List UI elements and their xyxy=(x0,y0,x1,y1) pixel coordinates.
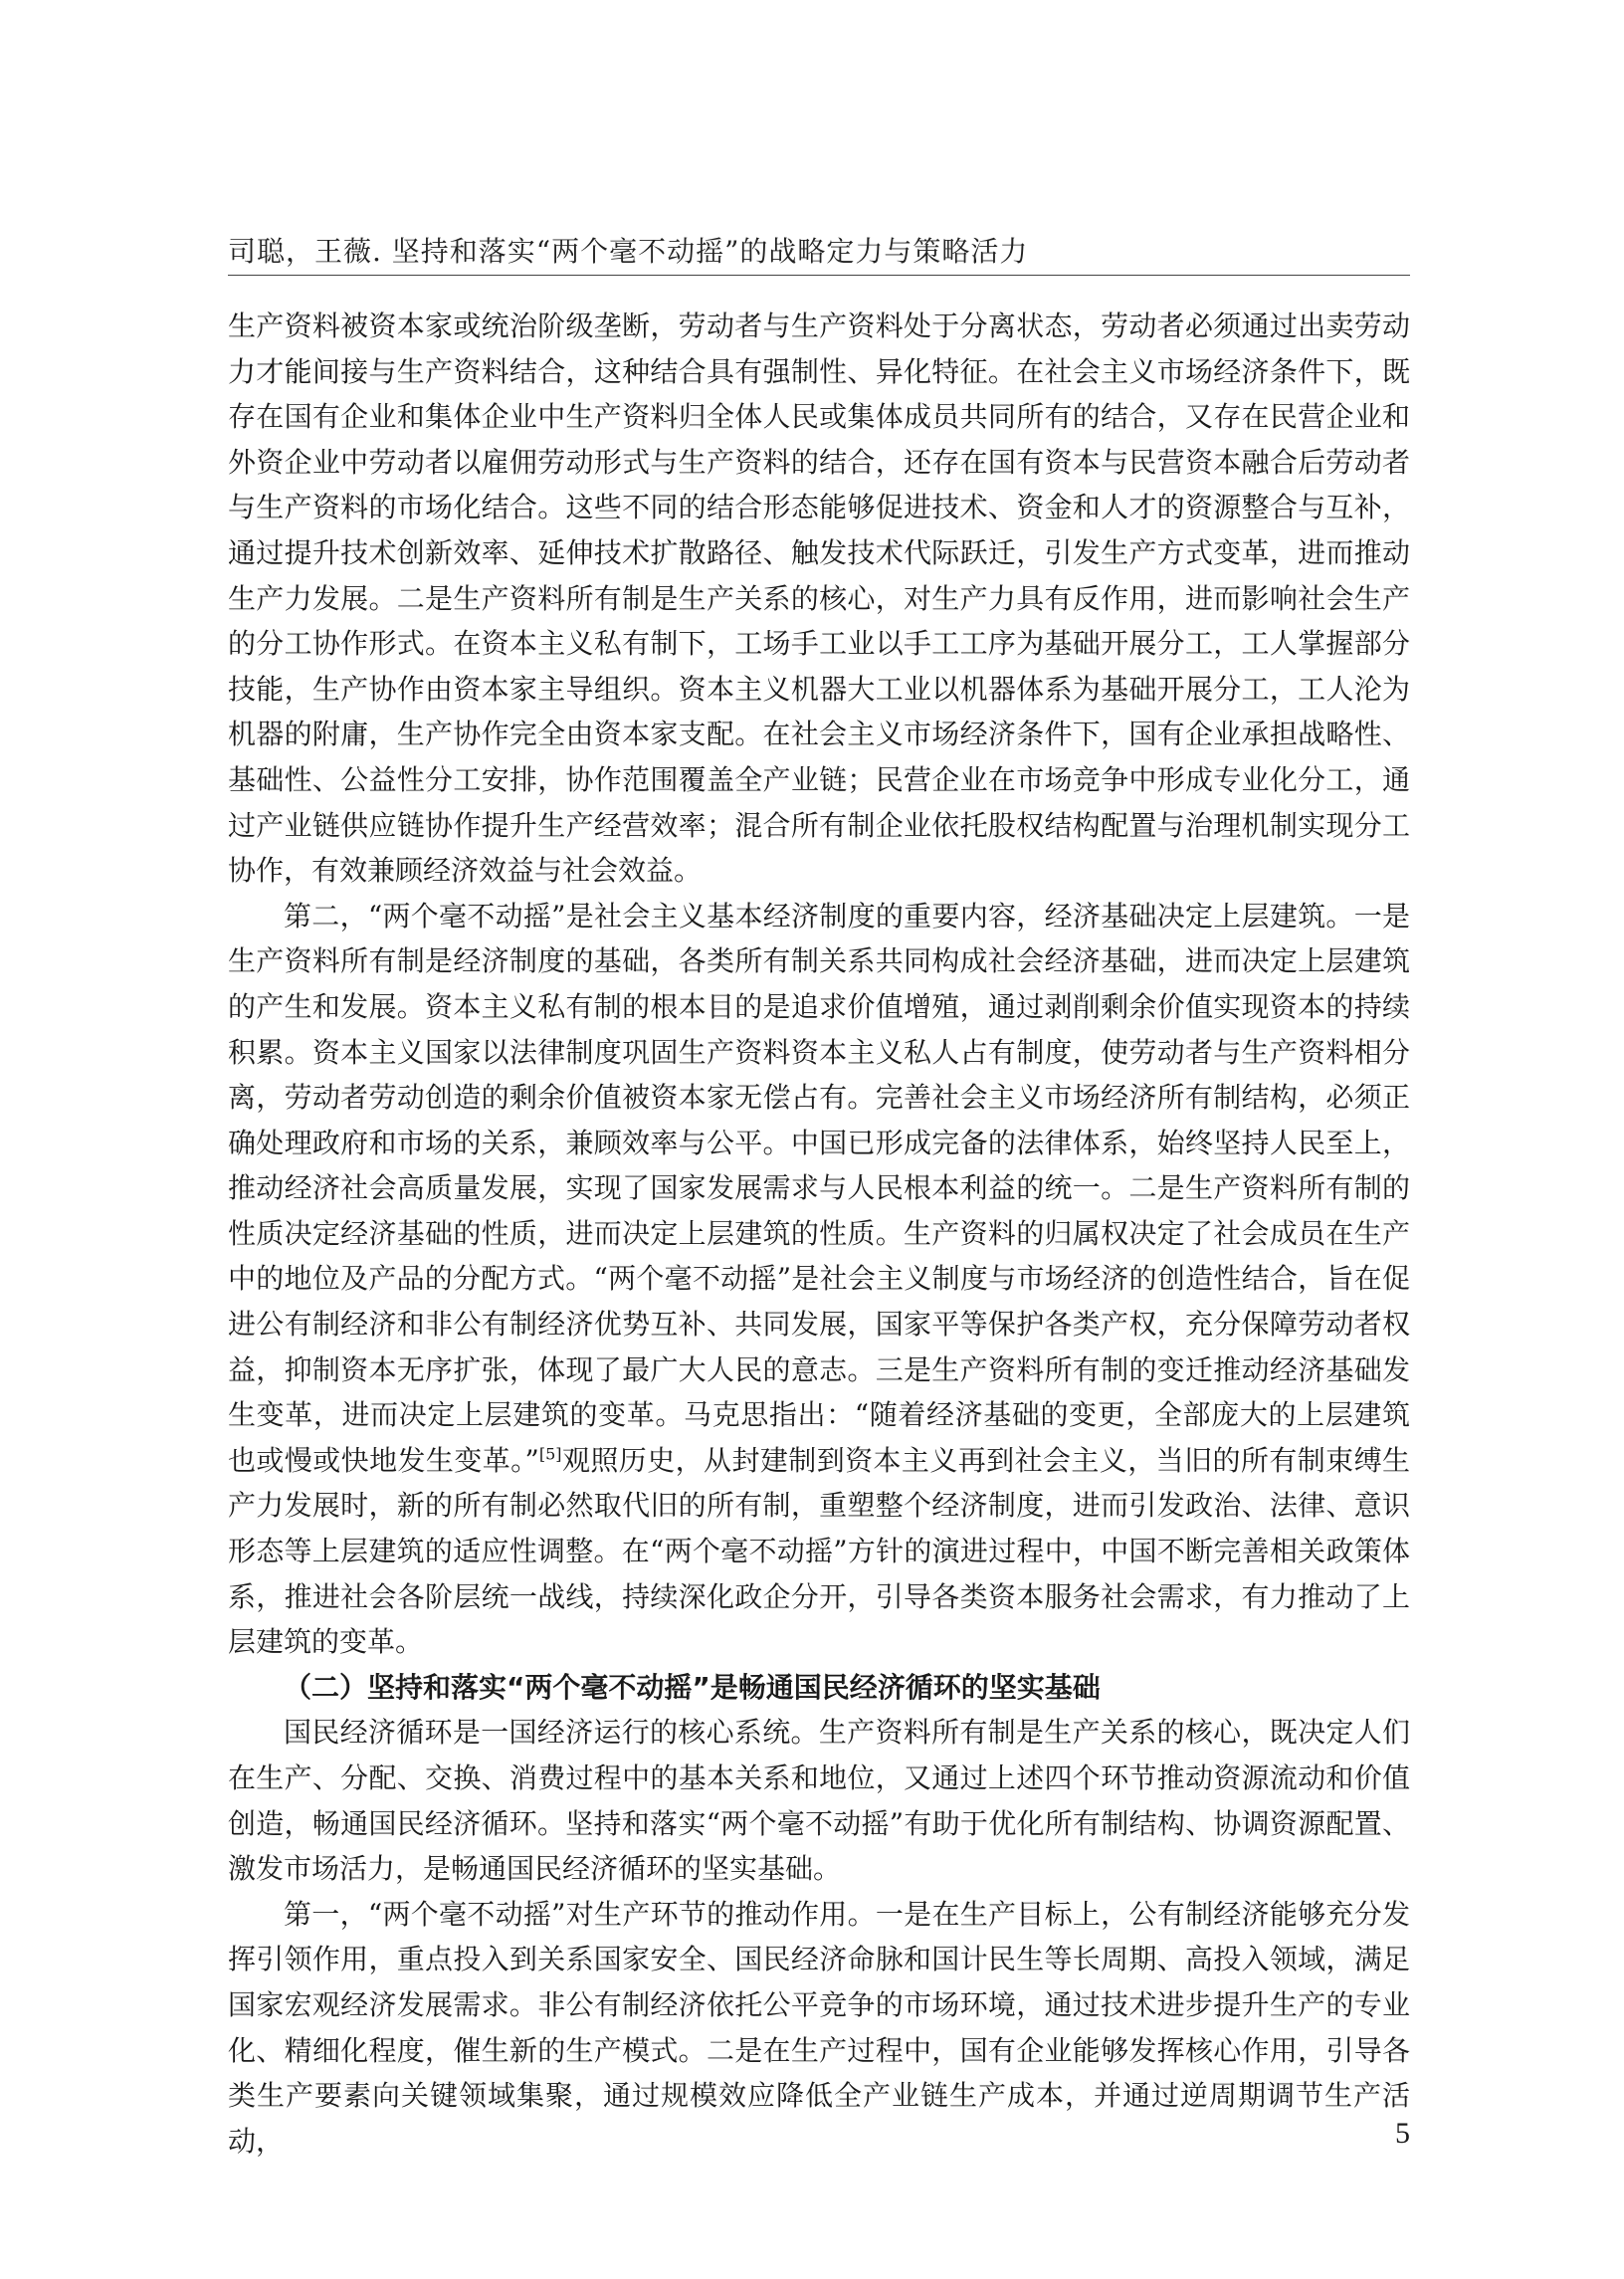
paragraph-text: 第二，“两个毫不动摇”是社会主义基本经济制度的重要内容，经济基础决定上层建筑。一是生产资料所有制是经济制度的基础，各类所有制关系共同构成社会经济基础，进而决定上层建筑的产生和发展。资本主义私有制的根本目的是追求价值增殖，通过剥削剩余价值实现资本的持续积累。资本主义国家以法律制度巩固生产资料资本主义私人占有制度，使劳动者与生产资料相分离，劳动者劳动创造的剩余价值被资本家无偿占有。完善社会主义市场经济所有制结构，必须正确处理政府和市场的关系，兼顾效率与公平。中国已形成完备的法律体系，始终坚持人民至上，推动经济社会高质量发展，实现了国家发展需求与人民根本利益的统一。二是生产资料所有制的性质决定经济基础的性质，进而决定上层建筑的性质。生产资料的归属权决定了社会成员在生产中的地位及产品的分配方式。“两个毫不动摇”是社会主义制度与市场经济的创造性结合，旨在促进公有制经济和非公有制经济优势互补、共同发展，国家平等保护各类产权，充分保障劳动者权益，抑制资本无序扩张，体现了最广大人民的意志。三是生产资料所有制的变迁推动经济基础发生变革，进而决定上层建筑的变革。马克思指出：“随着经济基础的变更，全部庞大的上层建筑也或慢或快地发生变革。” xyxy=(228,899,1410,1477)
paragraph: 第一，“两个毫不动摇”对生产环节的推动作用。一是在生产目标上，公有制经济能够充分发挥引领作用，重点投入到关系国家安全、国民经济命脉和国计民生等长周期、高投入领域，满足国家宏观经济发展需求。非公有制经济依托公平竞争的市场环境，通过技术进步提升生产的专业化、精细化程度，催生新的生产模式。二是在生产过程中，国有企业能够发挥核心作用，引导各类生产要素向关键领域集聚，通过规模效应降低全产业链生产成本，并通过逆周期调节生产活动， xyxy=(228,1897,1410,2158)
paragraph-continued: 生产资料被资本家或统治阶级垄断，劳动者与生产资料处于分离状态，劳动者必须通过出卖劳动力才能间接与生产资料结合，这种结合具有强制性、异化特征。在社会主义市场经济条件下，既存在国有企业和集体企业中生产资料归全体人民或集体成员共同所有的结合，又存在民营企业和外资企业中劳动者以雇佣劳动形式与生产资料的结合，还存在国有资本与民营资本融合后劳动者与生产资料的市场化结合。这些不同的结合形态能够促进技术、资金和人才的资源整合与互补，通过提升技术创新效率、延伸技术扩散路径、触发技术代际跃迁，引发生产方式变革，进而推动生产力发展。二是生产资料所有制是生产关系的核心，对生产力具有反作用，进而影响社会生产的分工协作形式。在资本主义私有制下，工场手工业以手工工序为基础开展分工，工人掌握部分技能，生产协作由资本家主导组织。资本主义机器大工业以机器体系为基础开展分工，工人沦为机器的附庸，生产协作完全由资本家支配。在社会主义市场经济条件下，国有企业承担战略性、基础性、公益性分工安排，协作范围覆盖全产业链；民营企业在市场竞争中形成专业化分工，通过产业链供应链协作提升生产经营效率；混合所有制企业依托股权结构配置与治理机制实现分工协作，有效兼顾经济效益与社会效益。 xyxy=(228,310,1410,888)
citation-marker: [5] xyxy=(538,1444,562,1464)
page-number: 5 xyxy=(1395,2117,1410,2150)
paragraph: 国民经济循环是一国经济运行的核心系统。生产资料所有制是生产关系的核心，既决定人们在生产、分配、交换、消费过程中的基本关系和地位，又通过上述四个环节推动资源流动和价值创造，畅通国民经济循环。坚持和落实“两个毫不动摇”有助于优化所有制结构、协调资源配置、激发市场活力，是畅通国民经济循环的坚实基础。 xyxy=(228,1716,1410,1886)
paragraph xyxy=(228,894,1410,1665)
running-head: 司聪，王薇. 坚持和落实“两个毫不动摇”的战略定力与策略活力 xyxy=(228,235,1029,268)
section-heading: （二）坚持和落实“两个毫不动摇”是畅通国民经济循环的坚实基础 xyxy=(284,1670,1101,1704)
header-rule xyxy=(228,275,1410,276)
body-text xyxy=(228,304,1410,2164)
paragraph-text: 观照历史，从封建制到资本主义再到社会主义，当旧的所有制束缚生产力发展时，新的所有制必然取代旧的所有制，重塑整个经济制度，进而引发政治、法律、意识形态等上层建筑的适应性调整。在“两个毫不动摇”方针的演进过程中，中国不断完善相关政策体系，推进社会各阶层统一战线，持续深化政企分开，引导各类资本服务社会需求，有力推动了上层建筑的变革。 xyxy=(228,1443,1410,1659)
